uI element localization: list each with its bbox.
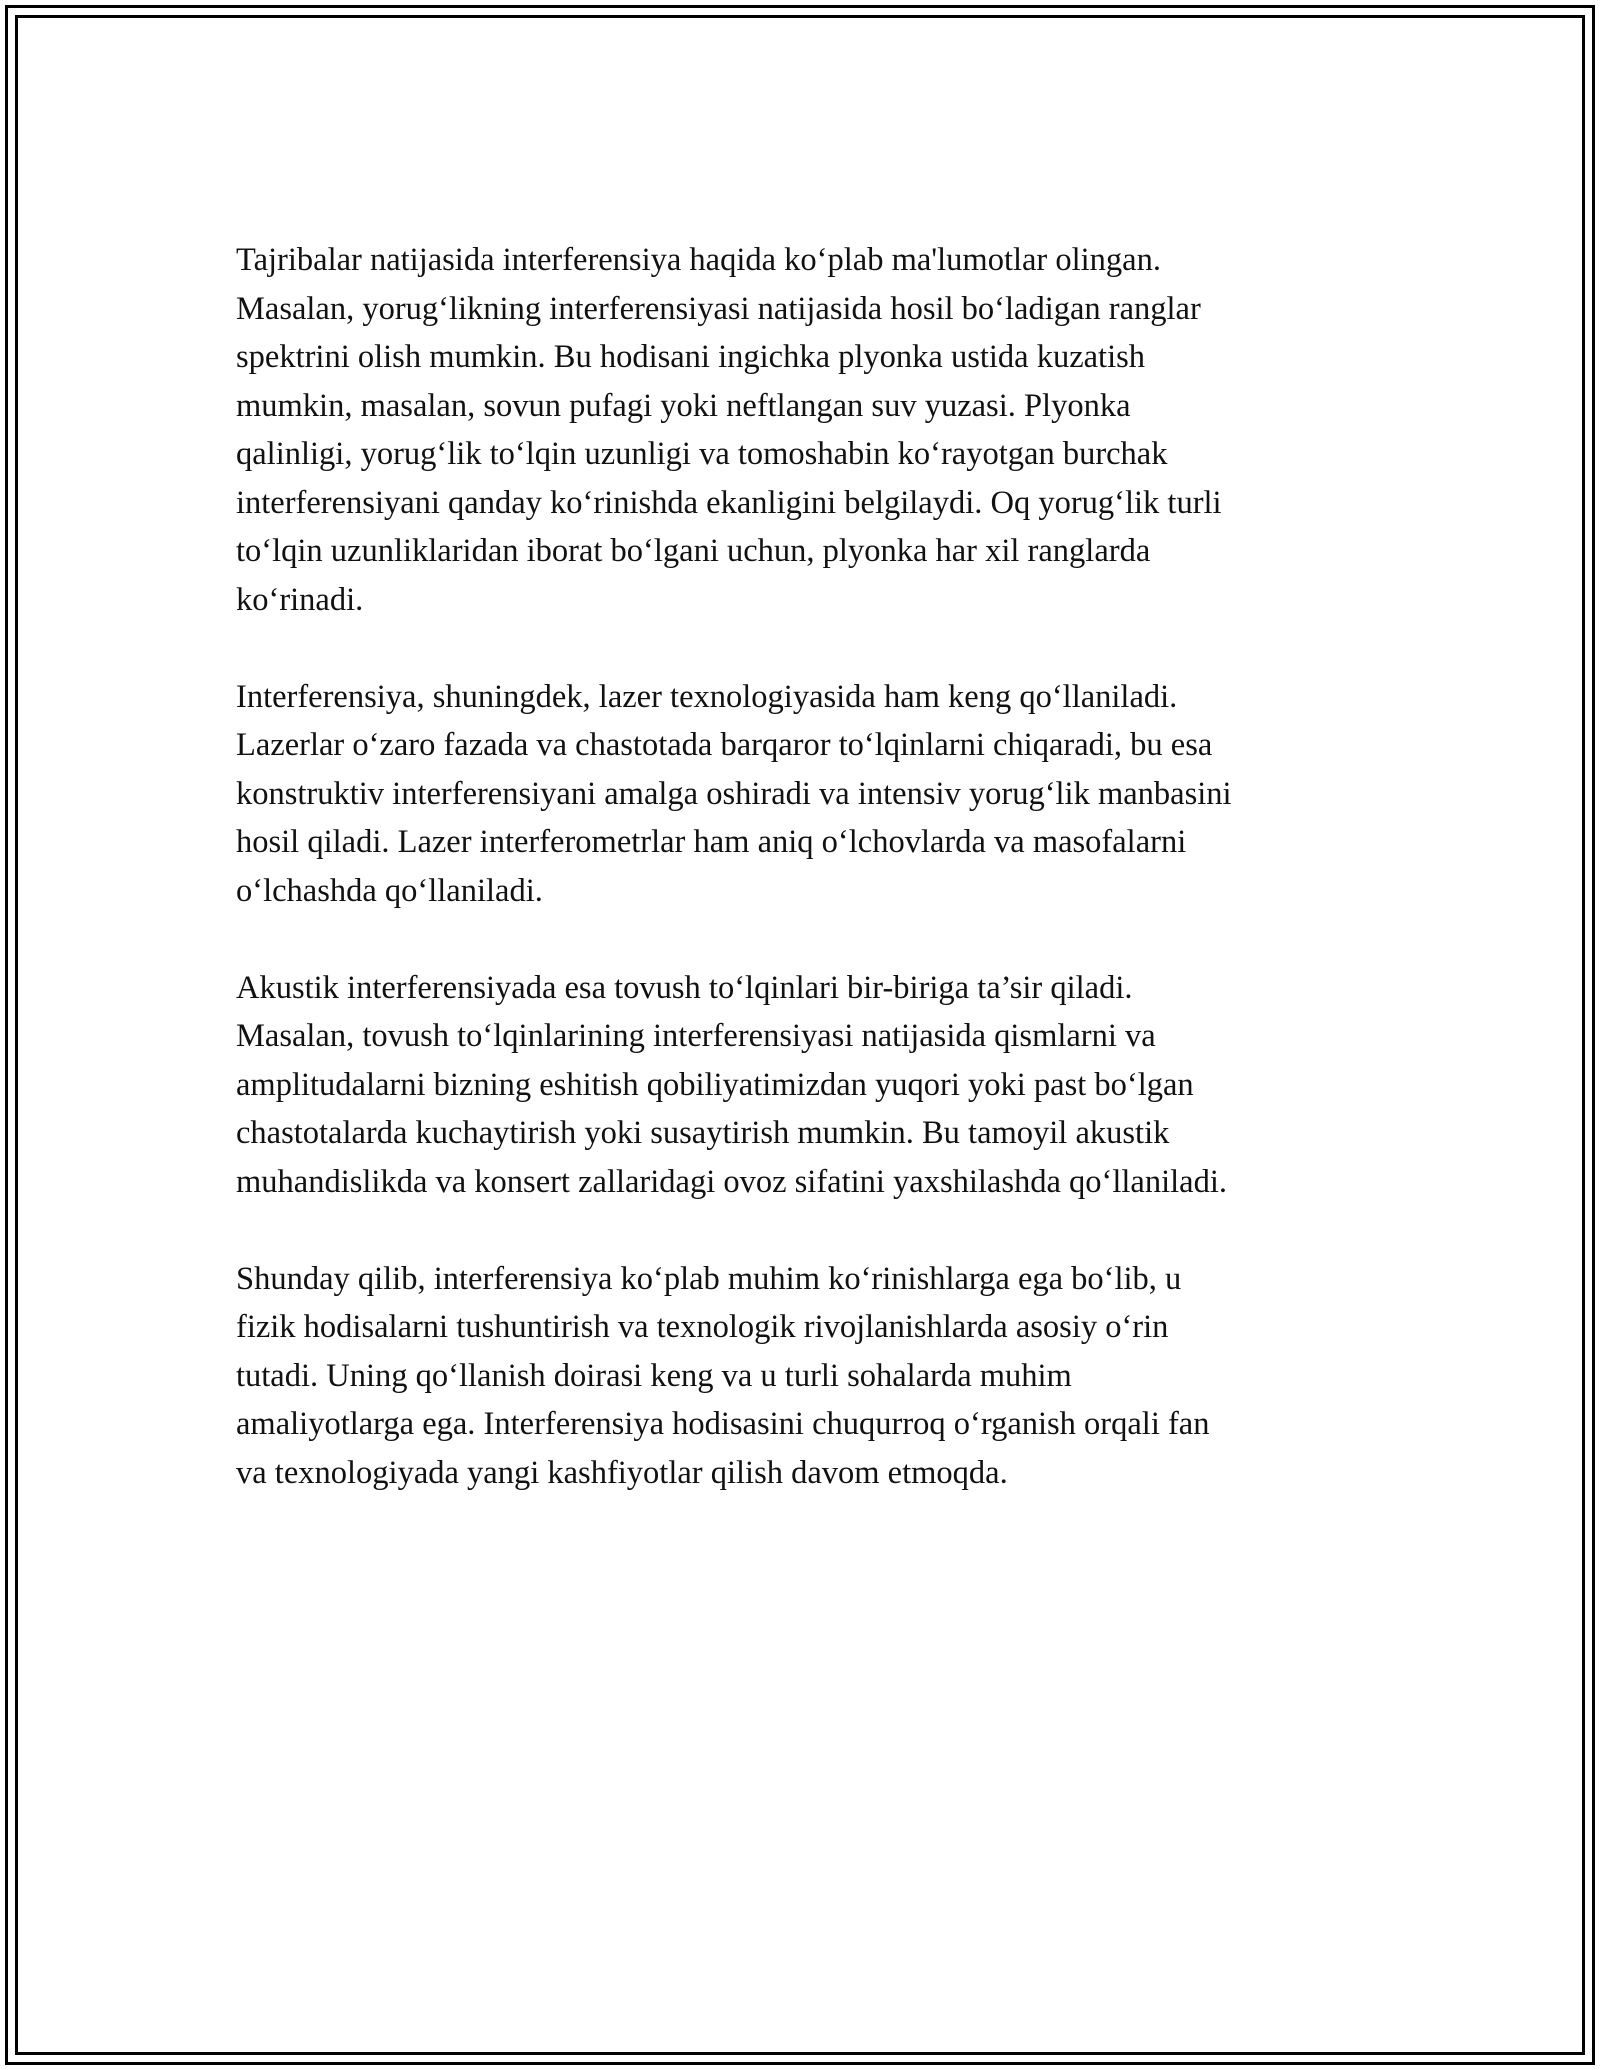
paragraph-4: Shunday qilib, interferensiya ko‘plab muhim ko‘rinishlarga ega bo‘lib, u fizik hodisalarni tushuntirish va texnologik rivojlanishlarda asosiy o‘rin tutadi. Uning qo‘llanish doirasi keng va u turli sohalarda muhim amaliyotlarga ega. Interferensiya hodisasini chuqurroq o‘rganish orqali fan va texnologiyada yangi kashfiyotlar qilish davom etmoqda.: [236, 1260, 1210, 1491]
document-body: [236, 236, 1366, 1546]
paragraph-1: Tajribalar natijasida interferensiya haqida ko‘plab ma'lumotlar olingan. Masalan, yorug‘likning interferensiyasi natijasida hosil bo‘ladigan ranglar spektrini olish mumkin. Bu hodisani ingichka plyonka ustida kuzatish mumkin, masalan, sovun pufagi yoki neftlangan suv yuzasi. Plyonka qalinligi, yorug‘lik to‘lqin uzunligi va tomoshabin ko‘rayotgan burchak interferensiyani qanday ko‘rinishda ekanligini belgilaydi. Oq yorug‘lik turli to‘lqin uzunliklaridan iborat bo‘lgani uchun, plyonka har xil ranglarda ko‘rinadi.: [236, 242, 1222, 618]
paragraph-3: Akustik interferensiyada esa tovush to‘lqinlari bir-biriga ta’sir qiladi. Masalan, tovush to‘lqinlarining interferensiyasi natijasida qismlarni va amplitudalarni bizning eshitish qobiliyatimizdan yuqori yoki past bo‘lgan chastotalarda kuchaytirish yoki susaytirish mumkin. Bu tamoyil akustik muhandislikda va konsert zallaridagi ovoz sifatini yaxshilashda qo‘llaniladi.: [236, 969, 1227, 1200]
paragraph-2: Interferensiya, shuningdek, lazer texnologiyasida ham keng qo‘llaniladi. Lazerlar o‘zaro fazada va chastotada barqaror to‘lqinlarni chiqaradi, bu esa konstruktiv interferensiyani amalga oshiradi va intensiv yorug‘lik manbasini hosil qiladi. Lazer interferometrlar ham aniq o‘lchovlarda va masofalarni o‘lchashda qo‘llaniladi.: [236, 678, 1232, 909]
